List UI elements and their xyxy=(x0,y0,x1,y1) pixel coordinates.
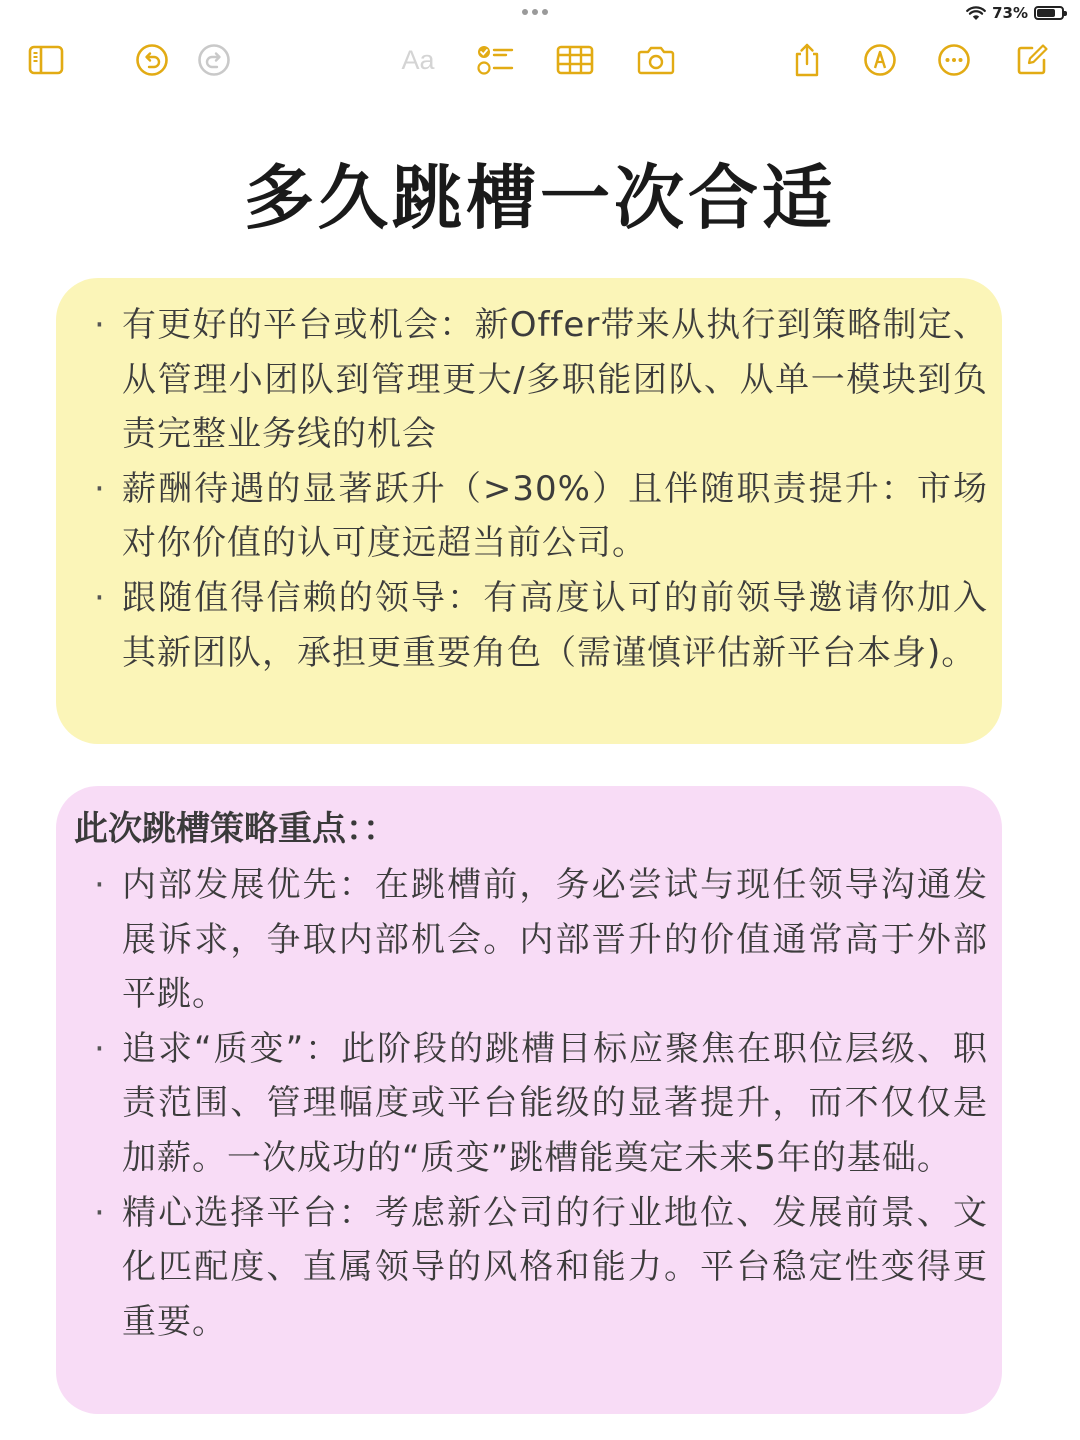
strategy-card[interactable] xyxy=(56,786,1002,1414)
share-icon xyxy=(792,42,822,78)
compose-button[interactable] xyxy=(1010,38,1054,82)
list-item[interactable]: · 精心选择平台：考虑新公司的行业地位、发展前景、文化匹配度、直属领导的风格和能力。平台稳定性变得更重要。 xyxy=(90,1186,988,1350)
checklist-button[interactable] xyxy=(474,38,518,82)
camera-button[interactable] xyxy=(634,38,678,82)
checklist-icon xyxy=(476,43,516,77)
compose-icon xyxy=(1015,43,1049,77)
list-item[interactable]: · 内部发展优先：在跳槽前，务必尝试与现任领导沟通发展诉求，争取内部机会。内部晋升的价值通常高于外部平跳。 xyxy=(90,858,988,1022)
reasons-card[interactable] xyxy=(56,278,1002,744)
markup-button[interactable] xyxy=(858,38,902,82)
strategy-list xyxy=(74,858,988,1349)
list-item[interactable]: · 跟随值得信赖的领导：有高度认可的前领导邀请你加入其新团队，承担更重要角色（需谨慎评估新平台本身)。 xyxy=(90,571,988,680)
format-button[interactable] xyxy=(396,38,440,82)
sidebar-icon xyxy=(28,45,64,75)
status-bar xyxy=(0,0,1080,28)
toolbar xyxy=(0,38,1080,84)
redo-icon xyxy=(197,43,231,77)
table-button[interactable] xyxy=(553,38,597,82)
redo-button[interactable] xyxy=(192,38,236,82)
format-text-icon: Aa xyxy=(401,44,435,75)
battery-icon xyxy=(1034,6,1064,20)
list-item[interactable]: · 有更好的平台或机会：新Offer带来从执行到策略制定、从管理小团队到管理更大/多职能团队、从单一模块到负责完整业务线的机会 xyxy=(90,298,988,462)
multitasking-dots-icon[interactable] xyxy=(522,9,548,15)
wifi-icon xyxy=(966,6,986,21)
undo-button[interactable] xyxy=(130,38,174,82)
reasons-list xyxy=(90,298,988,680)
list-item[interactable]: · 追求“质变”：此阶段的跳槽目标应聚焦在职位层级、职责范围、管理幅度或平台能级的显著提升，而不仅仅是加薪。一次成功的“质变”跳槽能奠定未来5年的基础。 xyxy=(90,1022,988,1186)
table-icon xyxy=(556,45,594,75)
undo-icon xyxy=(135,43,169,77)
markup-icon xyxy=(863,43,897,77)
list-item[interactable]: · 薪酬待遇的显著跃升（>30%）且伴随职责提升：市场对你价值的认可度远超当前公司。 xyxy=(90,462,988,571)
camera-icon xyxy=(637,45,675,75)
note-title[interactable]: 多久跳槽一次合适 xyxy=(244,157,836,239)
sidebar-toggle-button[interactable] xyxy=(24,38,68,82)
more-options-button[interactable] xyxy=(932,38,976,82)
strategy-heading[interactable]: 此次跳槽策略重点：： xyxy=(74,809,397,849)
share-button[interactable] xyxy=(785,38,829,82)
more-icon xyxy=(937,43,971,77)
battery-percentage: 73% xyxy=(992,4,1028,22)
status-right xyxy=(966,4,1064,22)
